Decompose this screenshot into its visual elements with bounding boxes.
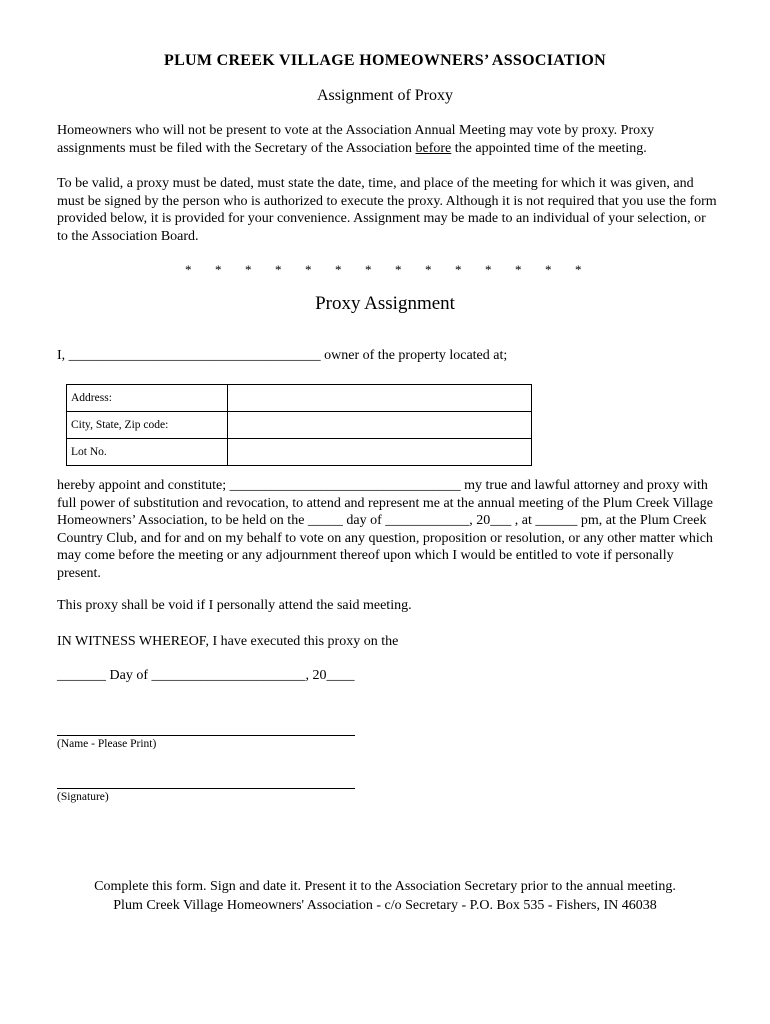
- footer-instructions: Complete this form. Sign and date it. Present it to the Association Secretary prior to the annual meeting.: [94, 879, 676, 894]
- footer-address: Plum Creek Village Homeowners' Association - c/o Secretary - P.O. Box 535 - Fishers, IN 46038: [113, 898, 657, 913]
- address-field[interactable]: [228, 385, 532, 412]
- signature-caption: (Signature): [57, 791, 109, 803]
- name-line[interactable]: [57, 735, 355, 736]
- star: *: [425, 262, 432, 277]
- star: *: [365, 262, 372, 277]
- star: *: [395, 262, 402, 277]
- star: *: [245, 262, 252, 277]
- star: *: [485, 262, 492, 277]
- star: *: [215, 262, 222, 277]
- star: *: [305, 262, 312, 277]
- city-state-zip-label: City, State, Zip code:: [67, 412, 228, 439]
- star: *: [275, 262, 282, 277]
- separator-stars: [185, 262, 605, 278]
- date-line[interactable]: _______ Day of ______________________, 20____: [57, 668, 355, 683]
- name-caption: (Name - Please Print): [57, 738, 157, 750]
- lot-number-label: Lot No.: [67, 439, 228, 466]
- table-row: [67, 439, 532, 466]
- void-statement: This proxy shall be void if I personally attend the said meeting.: [57, 598, 412, 613]
- address-label: Address:: [67, 385, 228, 412]
- witness-statement: IN WITNESS WHEREOF, I have executed this proxy on the: [57, 634, 399, 649]
- appointment-paragraph[interactable]: hereby appoint and constitute; _________________________________ my true and lawful attorney and proxy with full power of substitution and revocation, to attend and represent me at the annual meeting of the Plum Creek Village Homeowners’ Association, to be held on the _____ day of ____________, 20___ , at ______ pm, at the Plum Creek Country Club, and for and on my behalf to vote on any question, proposition or resolution, or any other matter which may come before the meeting or any adjournment thereof upon which I would be entitled to vote if personally present.: [57, 478, 713, 581]
- proxy-assignment-heading: Proxy Assignment: [315, 293, 455, 314]
- owner-line[interactable]: I, ____________________________________ owner of the property located at;: [57, 348, 508, 363]
- intro-paragraph-1: Homeowners who will not be present to vote at the Association Annual Meeting may vote by proxy. Proxy assignments must be filed with the Secretary of the Association before the appointed time of the meeting.: [57, 123, 655, 156]
- intro-paragraph-2: To be valid, a proxy must be dated, must state the date, time, and place of the meeting for which it was given, and must be signed by the person who is authorized to execute the proxy. Although it is not required that you use the form provided below, it is provided for your convenience. Assignment may be made to an individual of your selection, or to the Association Board.: [57, 176, 717, 244]
- star: *: [185, 262, 192, 277]
- star: *: [515, 262, 522, 277]
- city-state-zip-field[interactable]: [228, 412, 532, 439]
- document-subtitle: Assignment of Proxy: [317, 87, 453, 104]
- address-table: [66, 384, 532, 466]
- signature-line[interactable]: [57, 788, 355, 789]
- star: *: [335, 262, 342, 277]
- lot-number-field[interactable]: [228, 439, 532, 466]
- table-row: [67, 385, 532, 412]
- star: *: [455, 262, 462, 277]
- document-title: PLUM CREEK VILLAGE HOMEOWNERS’ ASSOCIATION: [164, 52, 606, 69]
- star: *: [575, 262, 582, 277]
- star: *: [545, 262, 552, 277]
- table-row: [67, 412, 532, 439]
